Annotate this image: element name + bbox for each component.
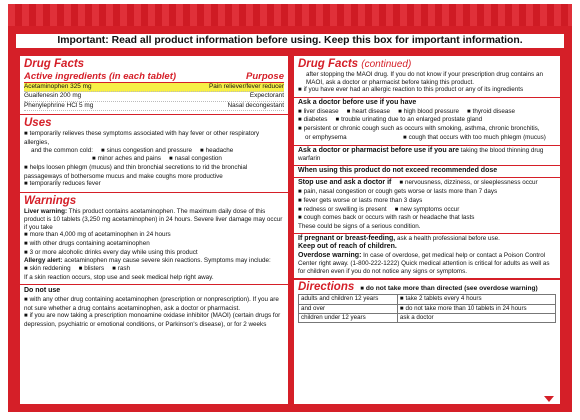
when-using-title: When using this product do not exceed recommended dose [298, 166, 498, 174]
directions-title: Directions [298, 280, 355, 293]
active-ingredients-section [20, 56, 288, 115]
ingredient-name: Phenylephrine HCl 5 mg [24, 101, 94, 109]
ask-pharmacist-text: taking the blood thinning drug warfarin [298, 146, 544, 163]
ask-condition: ■ liver disease [298, 108, 339, 117]
directions-table [298, 294, 556, 323]
ask-condition: ■ cough that occurs with too much phlegm (mucus) [403, 134, 546, 143]
divider [294, 165, 560, 166]
ingredient-purpose: Pain reliever/fever reducer [209, 83, 284, 90]
allergy-symptom: ■ blisters [79, 265, 105, 274]
liver-bullet: ■ with other drugs containing acetaminophen [24, 240, 284, 249]
uses-symptoms-row [24, 147, 284, 156]
drug-facts-title: Drug Facts [24, 58, 85, 70]
allergy-label: Allergy alert: [24, 257, 63, 265]
product-box [8, 4, 572, 412]
uses-item: ■ temporarily reduces fever [24, 180, 284, 189]
ingredient-name: Acetaminophen 325 mg [24, 83, 92, 90]
box-top-flap [8, 4, 572, 26]
liver-text: This product contains acetaminophen. The maximum daily dose of this product is 10 tablets (3,250 mg acetaminophen) in 24 hours. Severe liver damage may occur if you take [24, 208, 283, 231]
directions-dose: ■ take 2 tablets every 4 hours [397, 294, 555, 304]
table-row [299, 304, 556, 314]
drug-facts-left-panel [20, 56, 288, 404]
uses-symptom: ■ nasal congestion [169, 155, 222, 164]
do-not-use-section [20, 285, 288, 331]
table-row [299, 314, 556, 323]
stop-use-item: ■ nervousness, dizziness, or sleeplessness occur [399, 179, 537, 188]
liver-bullet: ■ 3 or more alcoholic drinks every day while using this product [24, 249, 284, 258]
stop-use-tail: These could be signs of a serious condition. [298, 222, 421, 230]
uses-item: ■ temporarily relieves these symptoms associated with hay fever or other respiratory allergies, [24, 130, 284, 146]
ask-condition: ■ trouble urinating due to an enlarged prostate gland [335, 116, 482, 125]
directions-who: adults and children 12 years [299, 294, 398, 304]
ingredient-purpose: Nasal decongestant [227, 101, 284, 109]
directions-who: children under 12 years [299, 314, 398, 323]
stop-use-label: Stop use and ask a doctor if [298, 179, 392, 187]
allergy-symptom: ■ rash [112, 265, 130, 274]
allergy-text: acetaminophen may cause severe skin reactions. Symptoms may include: [62, 257, 271, 265]
ask-doctor-row [298, 134, 556, 143]
divider [294, 233, 560, 234]
overdose-label: Overdose warning: [298, 251, 362, 259]
pregnancy-label: If pregnant or breast-feeding, [298, 234, 396, 242]
ask-condition: ■ thyroid disease [467, 108, 515, 117]
continued-arrow-icon [544, 396, 554, 402]
continued-section [294, 56, 560, 326]
warnings-section [20, 193, 288, 285]
uses-section [20, 115, 288, 193]
uses-cold-label: and the common cold: [31, 146, 93, 154]
liver-bullet: ■ more than 4,000 mg of acetaminophen in 24 hours [24, 231, 284, 240]
maoi-continued: after stopping the MAOI drug. If you do not know if your prescription drug contains an MAOI, ask a doctor or pharmacist before taking this product. [306, 71, 543, 86]
active-ingredients-heading: Active ingredients (in each tablet) [24, 71, 177, 82]
do-not-use-item: ■ if you are now taking a prescription monoamine oxidase inhibitor (MAOI) (certain drugs for depression, psychiatric or emotional conditions, or Parkinson's disease), or for 2 weeks [24, 312, 284, 328]
ask-doctor-row [298, 108, 556, 117]
warnings-title: Warnings [24, 195, 77, 208]
active-ingredients-header [24, 71, 284, 83]
continued-label: (continued) [361, 59, 412, 70]
liver-warning [24, 208, 284, 231]
stop-use-row [298, 179, 556, 188]
overdose-text: In case of overdose, get medical help or contact a Poison Control Center right away. (1-800-222-1222) Quick medical attention is critical for adults as well as for children even if you do not notice any signs or symptoms. [298, 251, 550, 276]
purpose-heading: Purpose [245, 71, 284, 82]
ingredient-row [24, 83, 284, 92]
ingredient-row [24, 92, 284, 101]
ask-pharmacist [298, 147, 556, 163]
directions-dose: ask a doctor [397, 314, 555, 323]
stop-use-item: ■ cough comes back or occurs with rash or headache that lasts [298, 214, 556, 223]
spacer [24, 155, 84, 164]
drug-facts-title: Drug Facts [298, 58, 359, 70]
pregnancy-warning [298, 235, 556, 244]
ingredient-row [24, 102, 284, 111]
divider [294, 177, 560, 178]
directions-dose: ■ do not take more than 10 tablets in 24 hours [397, 304, 555, 314]
stop-use-item: ■ fever gets worse or lasts more than 3 days [298, 197, 556, 206]
allergy-symptom: ■ skin reddening [24, 265, 71, 274]
stop-use-item: ■ redness or swelling is present [298, 206, 387, 215]
divider [294, 97, 560, 98]
overdose-warning [298, 252, 556, 276]
pregnancy-text: ask a health professional before use. [395, 234, 500, 242]
stop-use-item: ■ pain, nasal congestion or cough gets worse or lasts more than 7 days [298, 188, 556, 197]
ingredient-name: Guaifenesin 200 mg [24, 92, 82, 100]
do-not-use-item: ■ with any other drug containing acetaminophen (prescription or nonprescription). If you are not sure whether a drug contains acetaminophen, ask a doctor or pharmacist. [24, 296, 284, 312]
allergy-tail: If a skin reaction occurs, stop use and seek medical help right away. [24, 273, 214, 281]
ask-doctor-row [298, 116, 556, 125]
ask-condition: or emphysema [305, 133, 347, 141]
allergy-history-item: ■ if you have ever had an allergic reaction to this product or any of its ingredients [298, 86, 556, 95]
ask-condition: ■ heart disease [347, 108, 390, 117]
uses-symptom: ■ minor aches and pains [92, 155, 161, 164]
ask-condition: ■ persistent or chronic cough such as occurs with smoking, asthma, chronic bronchitis, [298, 125, 556, 134]
directions-note: ■ do not take more than directed (see overdose warning) [360, 285, 537, 292]
drug-facts-right-panel [294, 56, 560, 404]
liver-label: Liver warning: [24, 208, 68, 216]
divider [294, 145, 560, 146]
uses-symptom: ■ headache [200, 147, 233, 156]
stop-use-item: ■ new symptoms occur [395, 206, 460, 215]
do-not-use-title: Do not use [24, 287, 61, 295]
headline: Important: Read all product information before using. Keep this box for important information. [16, 34, 564, 48]
ask-pharmacist-label: Ask a doctor or pharmacist before use if you are [298, 146, 460, 154]
directions-header [298, 281, 556, 294]
allergy-symptoms-row [24, 265, 284, 274]
uses-symptom: ■ sinus congestion and pressure [101, 147, 192, 156]
ask-doctor-title: Ask a doctor before use if you have [298, 99, 417, 107]
allergy-alert [24, 257, 284, 265]
divider [294, 278, 560, 280]
ingredient-purpose: Expectorant [249, 92, 284, 100]
directions-who: and over [299, 304, 398, 314]
ask-condition: ■ high blood pressure [398, 108, 459, 117]
uses-item: ■ helps loosen phlegm (mucus) and thin bronchial secretions to rid the bronchial passageways of bothersome mucus and make coughs more productive [24, 164, 284, 180]
uses-symptoms-row [24, 155, 284, 164]
ask-condition: ■ diabetes [298, 116, 327, 125]
drug-facts-continued-title [298, 58, 556, 71]
table-row [299, 294, 556, 304]
keep-out-of-reach: Keep out of reach of children. [298, 243, 397, 251]
stop-use-row [298, 206, 556, 215]
uses-title: Uses [24, 117, 52, 130]
